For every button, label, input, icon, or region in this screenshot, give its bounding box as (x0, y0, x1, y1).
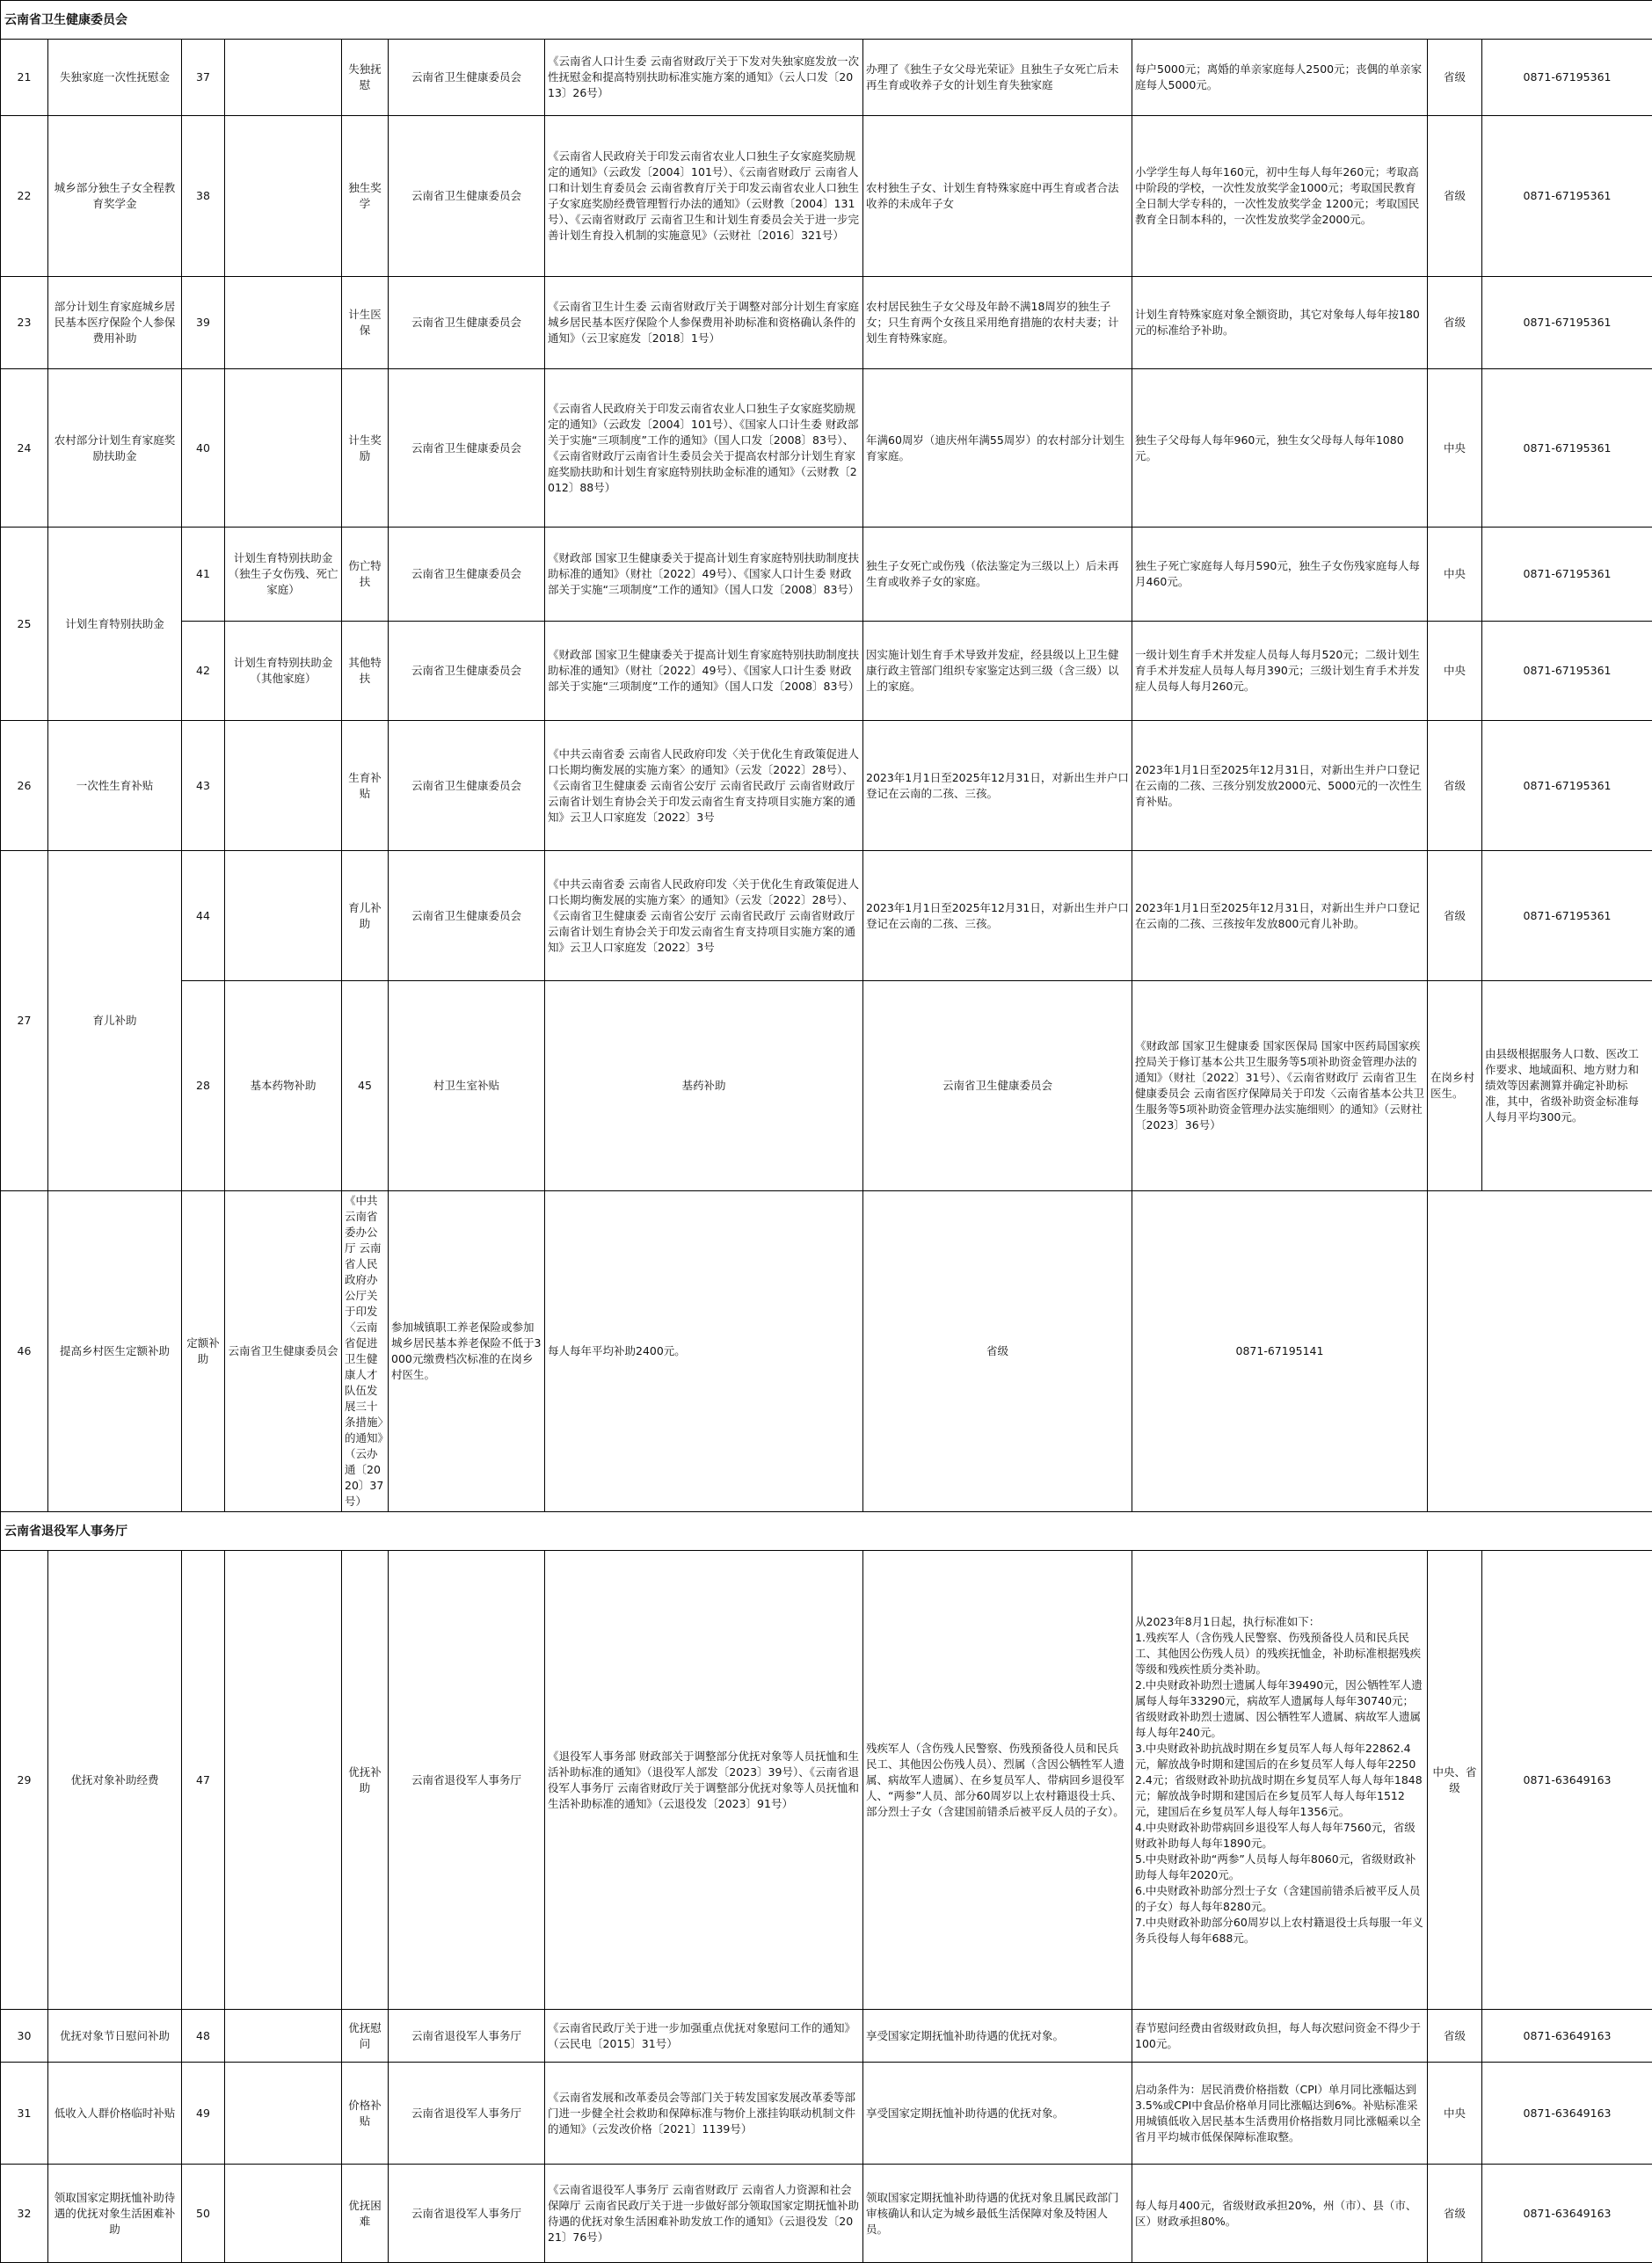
contact-phone: 0871-67195361 (1482, 851, 1652, 981)
row-number: 25 (1, 528, 48, 721)
section-title: 云南省卫生健康委员会 (1, 1, 1652, 40)
item-number: 44 (182, 851, 225, 981)
row-number: 24 (1, 369, 48, 528)
table-row (1, 851, 1652, 981)
target-group: 年满60周岁（迪庆州年满55周岁）的农村部分计划生育家庭。 (863, 369, 1132, 528)
sub-project (225, 2063, 342, 2165)
sub-project (225, 369, 342, 528)
funding-level: 中央 (1428, 528, 1482, 622)
short-name: 定额补助 (182, 1191, 225, 1512)
department: 云南省卫生健康委员会 (389, 40, 545, 116)
subsidy-standard: 独生子死亡家庭每人每月590元，独生子女伤残家庭每人每月460元。 (1132, 528, 1428, 622)
short-name: 生育补贴 (342, 721, 389, 851)
target-group: 农村居民独生子女父母及年龄不满18周岁的独生子女；只生育两个女孩且采用绝育措施的农村夫妻；计划生育特殊家庭。 (863, 277, 1132, 369)
item-number: 46 (1, 1191, 48, 1512)
project-name: 基本药物补助 (225, 981, 342, 1191)
target-group: 独生子女死亡或伤残（依法鉴定为三级以上）后未再生育或收养子女的家庭。 (863, 528, 1132, 622)
sub-project (225, 2010, 342, 2063)
subsidy-standard: 小学学生每人每年160元，初中生每人每年260元；考取高中阶段的学校，一次性发放奖学金1000元；考取国民教育全日制大学专科的，一次性发放奖学金 1200元；考取国民教育全日制本科的，一次性发放奖学金2000元。 (1132, 116, 1428, 277)
policy-basis: 《云南省人民政府关于印发云南省农业人口独生子女家庭奖励规定的通知》（云政发〔2004〕101号）、《国家人口计生委 财政部关于实施“三项制度”工作的通知》（国人口发〔2008〕83号）、《云南省财政厅云南省计生委员会关于提高农村部分计划生育家庭奖励扶助和计划生育家庭特别扶助金标准的通知》（云财教〔2012〕88号） (545, 369, 863, 528)
funding-level: 省级 (863, 1191, 1132, 1512)
short-name: 计生奖励 (342, 369, 389, 528)
sub-project (225, 2165, 342, 2263)
department: 云南省卫生健康委员会 (389, 116, 545, 277)
policy-basis: 《财政部 国家卫生健康委 国家医保局 国家中医药局国家疾控局关于修订基本公共卫生服务等5项补助资金管理办法的通知》（财社〔2022〕31号）、《云南省财政厅 云南省卫生健康委员会 云南省医疗保障局关于印发〈云南省基本公共卫生服务等5项补助资金管理办法实施细则〉的通知》（云财社〔2023〕36号） (1132, 981, 1428, 1191)
funding-level: 省级 (1428, 721, 1482, 851)
funding-level: 中央、省级 (1428, 1551, 1482, 2010)
policy-basis: 《云南省卫生计生委 云南省财政厅关于调整对部分计划生育家庭城乡居民基本医疗保险个人参保费用补助标准和资格确认条件的通知》（云卫家庭发〔2018〕1号） (545, 277, 863, 369)
item-number: 42 (182, 622, 225, 721)
policy-basis: 《中共云南省委 云南省人民政府印发〈关于优化生育政策促进人口长期均衡发展的实施方案〉的通知》（云发〔2022〕28号）、《云南省卫生健康委 云南省公安厅 云南省民政厅 云南省财政厅 云南省计划生育协会关于印发云南省生育支持项目实施方案的通知》云卫人口家庭发〔2022〕3号 (545, 851, 863, 981)
row-number: 22 (1, 116, 48, 277)
target-group: 领取国家定期抚恤补助待遇的优抚对象且属民政部门审核确认和认定为城乡最低生活保障对象及特困人员。 (863, 2165, 1132, 2263)
department: 云南省卫生健康委员会 (225, 1191, 342, 1512)
row-number: 23 (1, 277, 48, 369)
table-row (1, 721, 1652, 851)
row-number: 28 (182, 981, 225, 1191)
target-group: 2023年1月1日至2025年12月31日，对新出生并户口登记在云南的二孩、三孩。 (863, 721, 1132, 851)
short-name: 其他特扶 (342, 622, 389, 721)
subsidy-standard: 启动条件为：居民消费价格指数（CPI）单月同比涨幅达到3.5%或CPI中食品价格单月同比涨幅达到6%。补贴标准采用城镇低收入居民基本生活费用价格指数月同比涨幅乘以全省月平均城市低保保障标准取整。 (1132, 2063, 1428, 2165)
target-group: 农村独生子女、计划生育特殊家庭中再生育或者合法收养的未成年子女 (863, 116, 1132, 277)
policy-basis: 《云南省退役军人事务厅 云南省财政厅 云南省人力资源和社会保障厅 云南省民政厅关于进一步做好部分领取国家定期抚恤补助待遇的优抚对象生活困难补助发放工作的通知》（云退役发〔2021〕76号） (545, 2165, 863, 2263)
contact-phone: 0871-63649163 (1482, 1551, 1652, 2010)
funding-level: 中央 (1428, 369, 1482, 528)
contact-phone: 0871-67195361 (1482, 277, 1652, 369)
row-number: 29 (1, 1551, 48, 2010)
subsidy-standard: 一级计划生育手术并发症人员每人每月520元；二级计划生育手术并发症人员每人每月390元；三级计划生育手术并发症人员每人每月260元。 (1132, 622, 1428, 721)
table-row (1, 1551, 1652, 2010)
item-number: 48 (182, 2010, 225, 2063)
department: 云南省卫生健康委员会 (389, 528, 545, 622)
table-row (1, 622, 1652, 721)
row-number: 31 (1, 2063, 48, 2165)
funding-level: 省级 (1428, 116, 1482, 277)
funding-level: 省级 (1428, 2010, 1482, 2063)
funding-level: 省级 (1428, 2165, 1482, 2263)
item-number: 41 (182, 528, 225, 622)
sub-project (225, 277, 342, 369)
target-group: 在岗乡村医生。 (1428, 981, 1482, 1191)
table-row (1, 116, 1652, 277)
contact-phone: 0871-67195361 (1482, 40, 1652, 116)
short-name: 价格补贴 (342, 2063, 389, 2165)
subsidy-standard: 春节慰问经费由省级财政负担，每人每次慰问资金不得少于100元。 (1132, 2010, 1428, 2063)
target-group: 因实施计划生育手术导致并发症，经县级以上卫生健康行政主管部门组织专家鉴定达到三级（含三级）以上的家庭。 (863, 622, 1132, 721)
sub-project (225, 116, 342, 277)
policy-basis: 《中共云南省委办公厅 云南省人民政府办公厅关于印发〈云南省促进卫生健康人才队伍发展三十条措施〉的通知》（云办通〔2020〕37号） (342, 1191, 389, 1512)
project-name: 农村部分计划生育家庭奖励扶助金 (48, 369, 182, 528)
policy-basis: 《云南省民政厅关于进一步加强重点优抚对象慰问工作的通知》（云民电〔2015〕31号） (545, 2010, 863, 2063)
policy-basis: 《财政部 国家卫生健康委关于提高计划生育家庭特别扶助制度扶助标准的通知》（财社〔2022〕49号）、《国家人口计生委 财政部关于实施“三项制度”工作的通知》（国人口发〔2008〕83号） (545, 622, 863, 721)
subsidy-standard: 每人每年平均补助2400元。 (545, 1191, 863, 1512)
policy-basis: 《云南省发展和改革委员会等部门关于转发国家发展改革委等部门进一步健全社会救助和保障标准与物价上涨挂钩联动机制文件的通知》（云发改价格〔2021〕1139号） (545, 2063, 863, 2165)
item-number: 43 (182, 721, 225, 851)
contact-phone: 0871-63649163 (1482, 2063, 1652, 2165)
policy-basis: 《中共云南省委 云南省人民政府印发〈关于优化生育政策促进人口长期均衡发展的实施方案〉的通知》（云发〔2022〕28号）、《云南省卫生健康委 云南省公安厅 云南省民政厅 云南省财政厅 云南省计划生育协会关于印发云南省生育支持项目实施方案的通知》云卫人口家庭发〔2022〕3号 (545, 721, 863, 851)
department: 云南省卫生健康委员会 (863, 981, 1132, 1191)
row-number: 26 (1, 721, 48, 851)
short-name: 优抚补助 (342, 1551, 389, 2010)
item-number: 50 (182, 2165, 225, 2263)
department: 云南省卫生健康委员会 (389, 277, 545, 369)
short-name: 育儿补助 (342, 851, 389, 981)
contact-phone: 0871-67195361 (1482, 622, 1652, 721)
department: 云南省退役军人事务厅 (389, 1551, 545, 2010)
sub-project (225, 40, 342, 116)
short-name: 计生医保 (342, 277, 389, 369)
item-number: 45 (342, 981, 389, 1191)
row-number: 30 (1, 2010, 48, 2063)
sub-project: 村卫生室补贴 (389, 981, 545, 1191)
subsidy-standard: 计划生育特殊家庭对象全额资助，其它对象每人每年按180元的标准给予补助。 (1132, 277, 1428, 369)
row-number: 21 (1, 40, 48, 116)
target-group: 享受国家定期抚恤补助待遇的优抚对象。 (863, 2010, 1132, 2063)
project-name: 计划生育特别扶助金 (48, 528, 182, 721)
short-name: 伤亡特扶 (342, 528, 389, 622)
project-name: 一次性生育补贴 (48, 721, 182, 851)
short-name: 失独抚慰 (342, 40, 389, 116)
subsidy-standard: 每户5000元；离婚的单亲家庭每人2500元；丧偶的单亲家庭每人5000元。 (1132, 40, 1428, 116)
table-row (1, 277, 1652, 369)
table-row (1, 40, 1652, 116)
department: 云南省退役军人事务厅 (389, 2063, 545, 2165)
policy-basis: 《退役军人事务部 财政部关于调整部分优抚对象等人员抚恤和生活补助标准的通知》（退役军人部发〔2023〕39号）、《云南省退役军人事务厅 云南省财政厅关于调整部分优抚对象等人员抚恤和生活补助标准的通知》（云退役发〔2023〕91号） (545, 1551, 863, 2010)
target-group: 享受国家定期抚恤补助待遇的优抚对象。 (863, 2063, 1132, 2165)
subsidy-standard: 每人每月400元，省级财政承担20%，州（市）、县（市、区）财政承担80%。 (1132, 2165, 1428, 2263)
section-title: 云南省退役军人事务厅 (1, 1512, 1652, 1551)
contact-phone: 0871-67195361 (1482, 369, 1652, 528)
item-number: 40 (182, 369, 225, 528)
funding-level: 省级 (1428, 40, 1482, 116)
short-name: 独生奖学 (342, 116, 389, 277)
project-name: 优抚对象补助经费 (48, 1551, 182, 2010)
table-row (1, 1191, 1652, 1512)
contact-phone: 0871-63649163 (1482, 2010, 1652, 2063)
sub-project (225, 721, 342, 851)
project-name: 低收入人群价格临时补贴 (48, 2063, 182, 2165)
item-number: 38 (182, 116, 225, 277)
short-name: 基药补助 (545, 981, 863, 1191)
table-row (1, 981, 1652, 1191)
contact-phone: 0871-67195361 (1482, 721, 1652, 851)
short-name: 优抚困难 (342, 2165, 389, 2263)
item-number: 39 (182, 277, 225, 369)
sub-project (225, 851, 342, 981)
sub-project: 提高乡村医生定额补助 (48, 1191, 182, 1512)
item-number: 37 (182, 40, 225, 116)
subsidy-standard: 从2023年8月1日起，执行标准如下： 1.残疾军人（含伤残人民警察、伤残预备役人员和民兵民工、其他因公伤残人员）的残疾抚恤金，补助标准根据残疾等级和残疾性质分类补助。 2.中央财政补助烈士遗属人每年39490元，因公牺牲军人遗属每人每年33290元，病故军人遗属每人每年30740元；省级财政补助烈士遗属、因公牺牲军人遗属、病故军人遗属每人每年240元。 3.中央财政补助抗战时期在乡复员军人每人每年22862.4元，解放战争时期和建国后的在乡复员军人每人每年22502.4元；省级财政补助抗战时期在乡复员军人每人每年1848元；解放战争时期和建国后在乡复员军人每人每年1512元，建国后在乡复员军人每人每年1356元。 4.中央财政补助带病回乡退役军人每人每年7560元，省级财政补助每人每年1890元。 5.中央财政补助“两参”人员每人每年8060元，省级财政补助每人每年2020元。 6.中央财政补助部分烈士子女（含建国前错杀后被平反人员的子女）每人每年8280元。 7.中央财政补助部分60周岁以上农村籍退役士兵每服一年义务兵役每人每年688元。 (1132, 1551, 1428, 2010)
table-row (1, 2010, 1652, 2063)
target-group: 办理了《独生子女父母光荣证》且独生子女死亡后未再生育或收养子女的计划生育失独家庭 (863, 40, 1132, 116)
funding-level: 中央 (1428, 2063, 1482, 2165)
contact-phone: 0871-67195141 (1132, 1191, 1428, 1512)
contact-phone: 0871-67195361 (1482, 116, 1652, 277)
department: 云南省卫生健康委员会 (389, 721, 545, 851)
item-number: 47 (182, 1551, 225, 2010)
subsidy-standard: 独生子父母每人每年960元，独生女父母每人每年1080元。 (1132, 369, 1428, 528)
department: 云南省退役军人事务厅 (389, 2010, 545, 2063)
department: 云南省卫生健康委员会 (389, 851, 545, 981)
table-row (1, 2165, 1652, 2263)
project-name: 优抚对象节日慰问补助 (48, 2010, 182, 2063)
project-name: 育儿补助 (48, 851, 182, 1191)
sub-project: 计划生育特别扶助金（独生子女伤残、死亡家庭） (225, 528, 342, 622)
target-group: 残疾军人（含伤残人民警察、伤残预备役人员和民兵民工、其他因公伤残人员）、烈属（含因公牺牲军人遗属、病故军人遗属）、在乡复员军人、带病回乡退役军人、“两参”人员、部分60周岁以上农村籍退役士兵、部分烈士子女（含建国前错杀后被平反人员的子女）。 (863, 1551, 1132, 2010)
table-row (1, 528, 1652, 622)
table-row (1, 2063, 1652, 2165)
department: 云南省卫生健康委员会 (389, 622, 545, 721)
project-name: 部分计划生育家庭城乡居民基本医疗保险个人参保费用补助 (48, 277, 182, 369)
contact-phone: 0871-63649163 (1482, 2165, 1652, 2263)
target-group: 2023年1月1日至2025年12月31日，对新出生并户口登记在云南的二孩、三孩。 (863, 851, 1132, 981)
project-name: 领取国家定期抚恤补助待遇的优抚对象生活困难补助 (48, 2165, 182, 2263)
project-name: 失独家庭一次性抚慰金 (48, 40, 182, 116)
contact-phone: 0871-67195361 (1482, 528, 1652, 622)
table-row (1, 369, 1652, 528)
policy-basis: 《财政部 国家卫生健康委关于提高计划生育家庭特别扶助制度扶助标准的通知》（财社〔2022〕49号）、《国家人口计生委 财政部关于实施“三项制度”工作的通知》（国人口发〔2008〕83号） (545, 528, 863, 622)
department: 云南省卫生健康委员会 (389, 369, 545, 528)
section-header-row (1, 1512, 1652, 1551)
row-number: 27 (1, 851, 48, 1191)
policy-basis: 《云南省人口计生委 云南省财政厅关于下发对失独家庭发放一次性抚慰金和提高特别扶助标准实施方案的通知》（云人口发〔2013〕26号） (545, 40, 863, 116)
sub-project: 计划生育特别扶助金（其他家庭） (225, 622, 342, 721)
short-name: 优抚慰问 (342, 2010, 389, 2063)
subsidy-standard: 2023年1月1日至2025年12月31日，对新出生并户口登记在云南的二孩、三孩分别发放2000元、5000元的一次性生育补贴。 (1132, 721, 1428, 851)
sub-project (225, 1551, 342, 2010)
subsidy-standard: 由县级根据服务人口数、医改工作要求、地域面积、地方财力和绩效等因素测算并确定补助标准，其中，省级补助资金标准每人每月平均300元。 (1482, 981, 1652, 1191)
subsidy-standard: 2023年1月1日至2025年12月31日，对新出生并户口登记在云南的二孩、三孩按年发放800元育儿补助。 (1132, 851, 1428, 981)
row-number: 32 (1, 2165, 48, 2263)
project-name: 城乡部分独生子女全程教育奖学金 (48, 116, 182, 277)
funding-level: 省级 (1428, 277, 1482, 369)
target-group: 参加城镇职工养老保险或参加城乡居民基本养老保险不低于3000元缴费档次标准的在岗乡村医生。 (389, 1191, 545, 1512)
funding-level: 中央 (1428, 622, 1482, 721)
funding-level: 省级 (1428, 851, 1482, 981)
item-number: 49 (182, 2063, 225, 2165)
policy-basis: 《云南省人民政府关于印发云南省农业人口独生子女家庭奖励规定的通知》（云政发〔2004〕101号）、《云南省财政厅 云南省人口和计划生育委员会 云南省教育厅关于印发云南省农业人口独生子女家庭奖励经费管理暂行办法的通知》（云财教〔2004〕131号）、《云南省财政厅 云南省卫生和计划生育委员会关于进一步完善计划生育投入机制的实施意见》（云财社〔2016〕321号） (545, 116, 863, 277)
section-header-row (1, 1, 1652, 40)
department: 云南省退役军人事务厅 (389, 2165, 545, 2263)
